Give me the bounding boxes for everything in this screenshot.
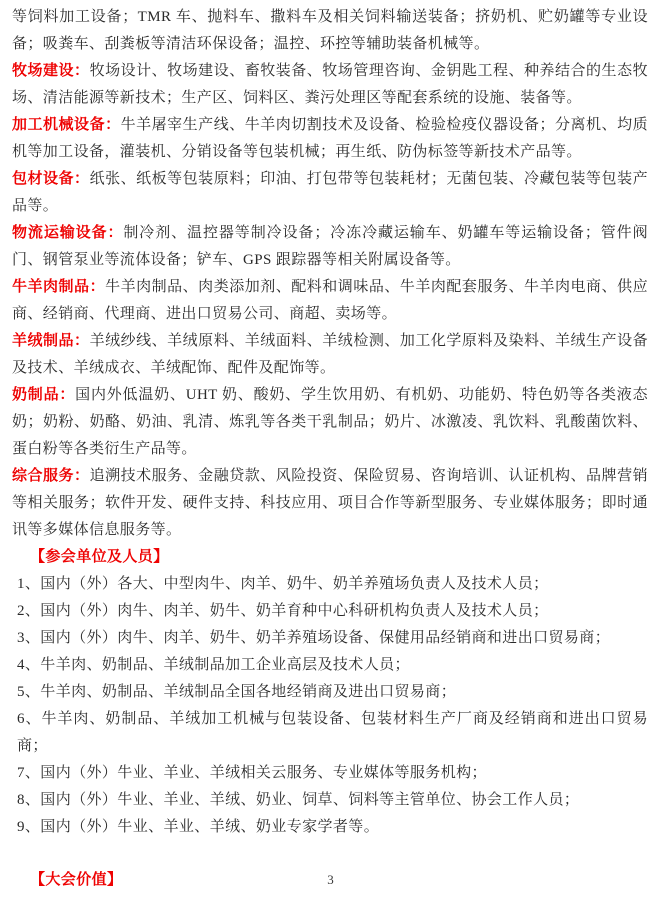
- category-label: 物流运输设备：: [12, 225, 124, 241]
- category-paragraph-comprehensive-services: [12, 463, 648, 544]
- category-label: 包材设备：: [12, 171, 90, 187]
- attendee-list-item: 9、国内（外）牛业、羊业、羊绒、奶业专家学者等。: [17, 819, 380, 835]
- category-paragraph-ranch-construction: [12, 58, 648, 112]
- intro-continuation-paragraph: 等饲料加工设备；TMR 车、抛料车、撒料车及相关饲料输送装备；挤奶机、贮奶罐等专业设备；吸粪车、刮粪板等清洁环保设备；温控、环控等辅助装备机械等。: [12, 9, 648, 52]
- category-paragraph-dairy-products: [12, 382, 648, 463]
- attendee-list-item: 3、国内（外）肉牛、肉羊、奶牛、奶羊养殖场设备、保健用品经销商和进出口贸易商；: [17, 630, 611, 646]
- category-paragraph-processing-machinery: [12, 112, 648, 166]
- category-text: 羊绒纱线、羊绒原料、羊绒面料、羊绒检测、加工化学原料及染料、羊绒生产设备及技术、羊绒成衣、羊绒配饰、配件及配饰等。: [12, 333, 648, 376]
- value-section-heading: 【大会价值】: [30, 872, 123, 888]
- category-text: 牛羊屠宰生产线、牛羊肉切割技术及设备、检验检疫仪器设备；分离机、均质机等加工设备，灌装机、分销设备等包装机械；再生纸、防伪标签等新技术产品等。: [12, 117, 648, 160]
- attendee-list-item: 7、国内（外）牛业、羊业、羊绒相关云服务、专业媒体等服务机构；: [17, 765, 487, 781]
- category-label: 牛羊肉制品：: [12, 279, 106, 295]
- category-label: 牧场建设：: [12, 63, 90, 79]
- category-label: 综合服务：: [12, 468, 90, 484]
- category-paragraph-beef-mutton-products: [12, 274, 648, 328]
- category-text: 牛羊肉制品、肉类添加剂、配料和调味品、牛羊肉配套服务、牛羊肉电商、供应商、经销商、代理商、进出口贸易公司、商超、卖场等。: [12, 279, 648, 322]
- category-text: 牧场设计、牧场建设、畜牧装备、牧场管理咨询、金钥匙工程、种养结合的生态牧场、清洁能源等新技术；生产区、饲料区、粪污处理区等配套系统的设施、装备等。: [12, 63, 648, 106]
- attendee-list-item: 5、牛羊肉、奶制品、羊绒制品全国各地经销商及进出口贸易商；: [17, 684, 457, 700]
- category-paragraph-packaging-equipment: [12, 166, 648, 220]
- attendee-list-item: 8、国内（外）牛业、羊业、羊绒、奶业、饲草、饲料等主管单位、协会工作人员；: [17, 792, 580, 808]
- category-text: 纸张、纸板等包装原料；印油、打包带等包装耗材；无菌包装、冷藏包装等包装产品等。: [12, 171, 648, 214]
- category-text: 追溯技术服务、金融贷款、风险投资、保险贸易、咨询培训、认证机构、品牌营销等相关服务；软件开发、硬件支持、科技应用、项目合作等新型服务、专业媒体服务；即时通讯等多媒体信息服务等。: [12, 468, 648, 538]
- category-paragraph-cashmere-products: [12, 328, 648, 382]
- attendee-list-item: 2、国内（外）肉牛、肉羊、奶牛、奶羊育种中心科研机构负责人及技术人员；: [17, 603, 549, 619]
- category-label: 加工机械设备：: [12, 117, 121, 133]
- attendee-list-item: 6、牛羊肉、奶制品、羊绒加工机械与包装设备、包装材料生产厂商及经销商和进出口贸易商；: [17, 711, 648, 754]
- blank-line: [12, 841, 648, 867]
- attendee-list-item: 1、国内（外）各大、中型肉牛、肉羊、奶牛、奶羊养殖场负责人及技术人员；: [17, 576, 549, 592]
- category-paragraph-logistics-transport: [12, 220, 648, 274]
- category-text: 国内外低温奶、UHT 奶、酸奶、学生饮用奶、有机奶、功能奶、特色奶等各类液态奶；奶粉、奶酪、奶油、乳清、炼乳等各类干乳制品；奶片、冰激凌、乳饮料、乳酸菌饮料、蛋白粉等各类衍生产品等。: [12, 387, 648, 457]
- category-label: 奶制品：: [12, 387, 76, 403]
- attendee-list-item: 4、牛羊肉、奶制品、羊绒制品加工企业高层及技术人员；: [17, 657, 410, 673]
- attendees-section-heading: 【参会单位及人员】: [30, 549, 169, 565]
- category-text: 制冷剂、温控器等制冷设备；冷冻冷藏运输车、奶罐车等运输设备；管件阀门、钢管泵业等流体设备；铲车、GPS 跟踪器等相关附属设备等。: [12, 225, 648, 268]
- category-label: 羊绒制品：: [12, 333, 90, 349]
- page-number: 3: [327, 872, 334, 887]
